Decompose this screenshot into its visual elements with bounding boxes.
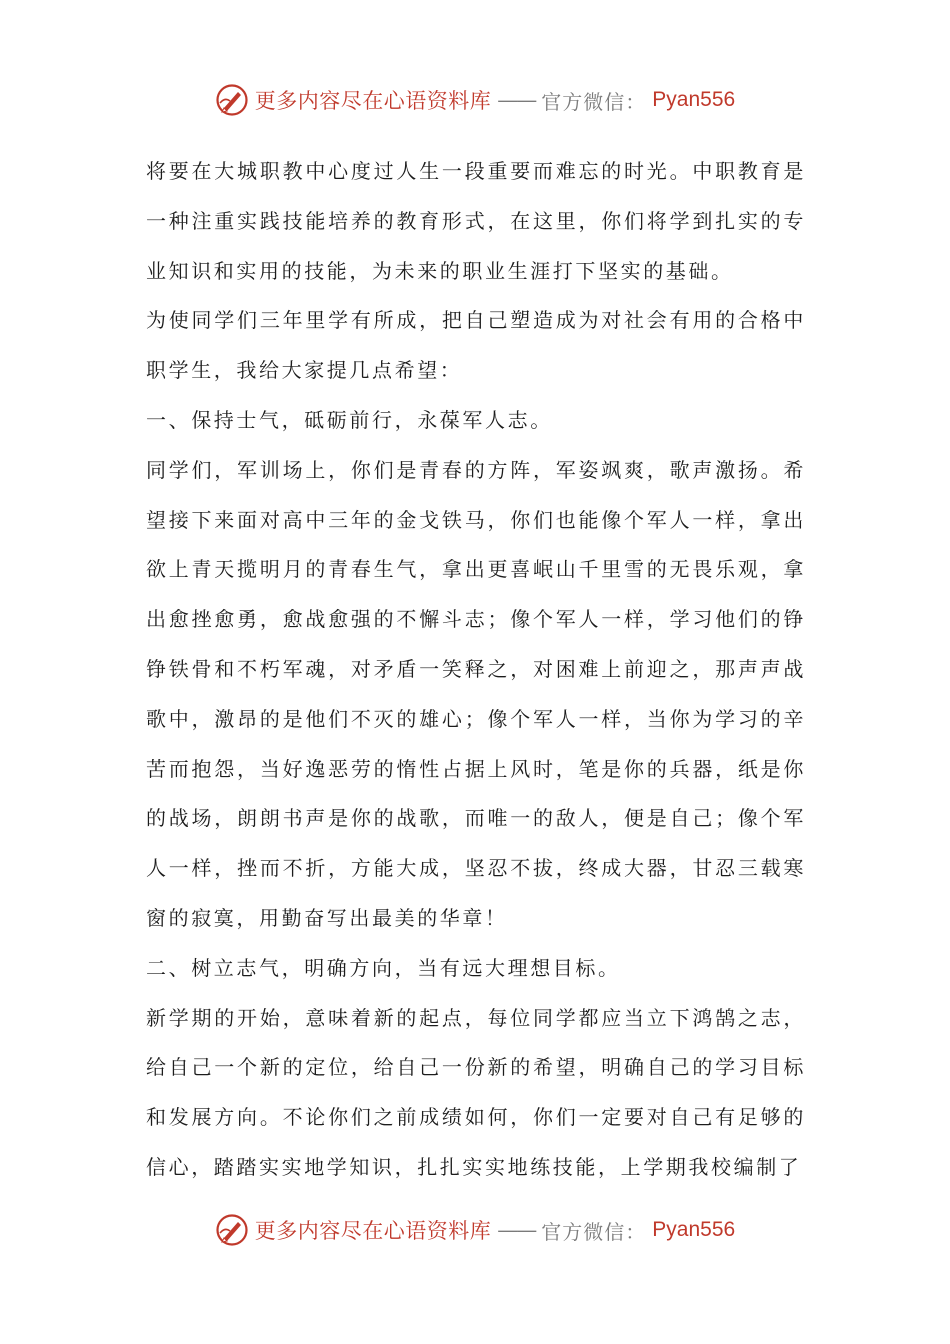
wechat-id: Pyan556 <box>652 1218 736 1241</box>
paragraph: 为使同学们三年里学有所成，把自己塑造成为对社会有用的合格中职学生，我给大家提几点希望： <box>146 308 806 383</box>
wechat-label: 官方微信： <box>541 1219 647 1244</box>
wechat-id: Pyan556 <box>652 88 736 111</box>
pen-logo-icon <box>215 1213 249 1247</box>
document-body <box>146 147 806 1193</box>
brand-dash: —— <box>497 88 536 112</box>
paragraph: 将要在大城职教中心度过人生一段重要而难忘的时光。中职教育是一种注重实践技能培养的教育形式，在这里，你们将学到扎实的专业知识和实用的技能，为未来的职业生涯打下坚实的基础。 <box>146 159 806 283</box>
brand-text: 更多内容尽在心语资料库 <box>254 1219 492 1243</box>
paragraph: 同学们，军训场上，你们是青春的方阵，军姿飒爽，歌声激扬。希望接下来面对高中三年的金戈铁马，你们也能像个军人一样，拿出欲上青天揽明月的青春生气，拿出更喜岷山千里雪的无畏乐观，拿出愈挫愈勇，愈战愈强的不懈斗志；像个军人一样，学习他们的铮铮铁骨和不朽军魂，对矛盾一笑释之，对困难上前迎之，那声声战歌中，激昂的是他们不灭的雄心；像个军人一样，当你为学习的辛苦而抱怨，当好逸恶劳的惰性占据上风时，笔是你的兵器，纸是你的战场，朗朗书声是你的战歌，而唯一的敌人，便是自己；像个军人一样，挫而不折，方能大成，坚忍不拔，终成大器，甘忍三载寒窗的寂寞，用勤奋写出最美的华章！ <box>146 457 806 930</box>
wechat-label: 官方微信： <box>541 89 647 114</box>
brand-text: 更多内容尽在心语资料库 <box>254 89 492 113</box>
footer-banner <box>0 1210 950 1250</box>
pen-logo-icon <box>215 83 249 117</box>
paragraph: 新学期的开始，意味着新的起点，每位同学都应当立下鸿鹄之志，给自己一个新的定位，给自己一份新的希望，明确自己的学习目标和发展方向。不论你们之前成绩如何，你们一定要对自己有足够的信心，踏踏实实地学知识，扎扎实实地练技能，上学期我校编制了 <box>146 1005 806 1179</box>
header-banner <box>0 80 950 120</box>
section-heading: 一、保持士气，砥砺前行，永葆军人志。 <box>146 407 553 432</box>
brand-dash: —— <box>497 1218 536 1242</box>
section-heading: 二、树立志气，明确方向，当有远大理想目标。 <box>146 955 621 980</box>
